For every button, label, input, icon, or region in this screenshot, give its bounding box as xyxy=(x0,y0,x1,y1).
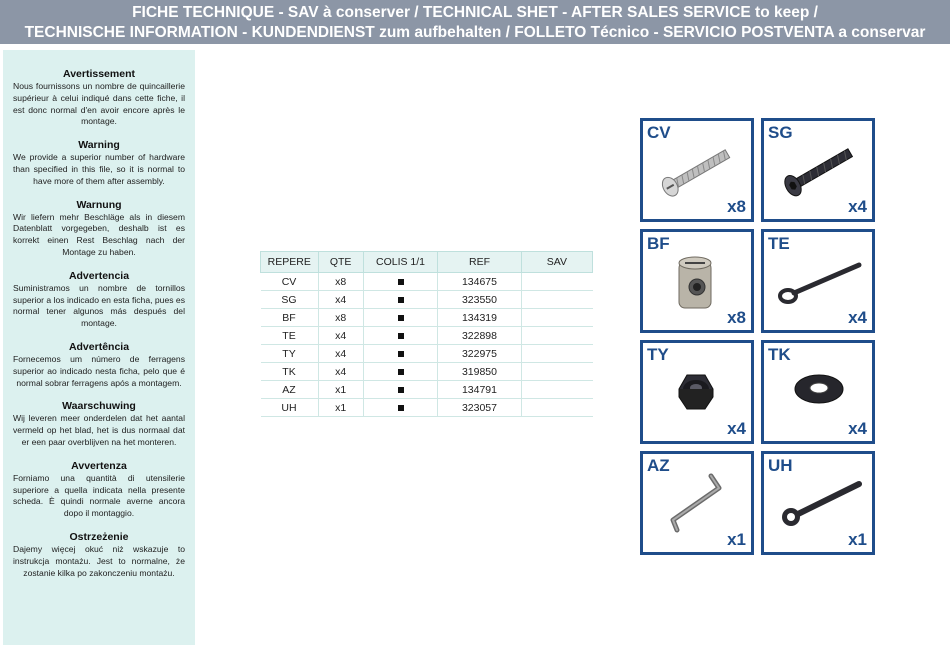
warning-title: Ostrzeżenie xyxy=(69,530,129,543)
cell-ref: 319850 xyxy=(438,363,521,381)
warning-text: Suministramos un nombre de tornillos superior a los indicado en esta ficha, pues es normal tener algunos más después del montage. xyxy=(13,282,185,329)
warning-block-en xyxy=(13,139,185,187)
cell-qte: x8 xyxy=(318,309,363,327)
cell-qte: x8 xyxy=(318,273,363,291)
warning-text: Wij leveren meer onderdelen dat het aantal vermeld op het blad, het is dus normaal dat er een paar overblijven na het monteren. xyxy=(13,413,185,447)
hardware-tile-tk xyxy=(761,340,875,444)
filled-square-icon xyxy=(398,279,404,285)
cell-qte: x1 xyxy=(318,381,363,399)
cell-ref: 134675 xyxy=(438,273,521,291)
cell-repere: BF xyxy=(261,309,319,327)
warning-block-pt xyxy=(13,341,185,389)
cell-ref: 323057 xyxy=(438,399,521,417)
warning-title: Advertencia xyxy=(68,269,130,282)
table-row xyxy=(261,309,593,327)
cell-qte: x4 xyxy=(318,291,363,309)
cell-sav xyxy=(521,381,592,399)
cell-repere: TK xyxy=(261,363,319,381)
cell-qte: x4 xyxy=(318,345,363,363)
tile-qty: x8 xyxy=(727,308,746,327)
tile-qty: x4 xyxy=(848,197,867,216)
cell-colis xyxy=(363,273,438,291)
warning-text: We provide a superior number of hardware than specified in this file, so it is normal to have more of them after assembly. xyxy=(13,152,185,186)
cell-qte: x4 xyxy=(318,327,363,345)
warning-title: Waarschuwing xyxy=(62,400,136,413)
warning-title: Avvertenza xyxy=(71,459,127,472)
cell-colis xyxy=(363,291,438,309)
warning-text: Dajemy więcej okuć niż wskazuje to instrukcja montażu. Jest to normalne, że zostanie kilka po zakonczeniu montażu. xyxy=(13,543,185,578)
tile-code: AZ xyxy=(647,456,670,475)
filled-square-icon xyxy=(398,405,404,411)
column-header-ref: REF xyxy=(438,252,521,273)
cell-colis xyxy=(363,345,438,363)
tile-qty: x4 xyxy=(848,419,867,438)
tile-code: TE xyxy=(768,234,790,253)
table-row xyxy=(261,399,593,417)
cell-repere: SG xyxy=(261,291,319,309)
tile-code: TY xyxy=(647,345,669,364)
hardware-tile-ty xyxy=(640,340,754,444)
warning-text: Fornecemos um número de ferragens superior ao indicado nesta ficha, pelo que é normal sobrar ferragens após a montagem. xyxy=(13,353,185,388)
cell-qte: x4 xyxy=(318,363,363,381)
hardware-tile-uh xyxy=(761,451,875,555)
warning-title: Warning xyxy=(78,139,120,152)
warning-block-nl xyxy=(13,400,185,448)
cell-sav xyxy=(521,345,592,363)
table-row xyxy=(261,381,593,399)
header xyxy=(0,0,950,44)
filled-square-icon xyxy=(398,315,404,321)
filled-square-icon xyxy=(398,351,404,357)
column-header-sav: SAV xyxy=(521,252,592,273)
cell-repere: TE xyxy=(261,327,319,345)
hardware-tile-az xyxy=(640,451,754,555)
hardware-tile-cv xyxy=(640,118,754,222)
cell-ref: 322975 xyxy=(438,345,521,363)
cell-sav xyxy=(521,309,592,327)
tile-qty: x1 xyxy=(848,530,867,549)
tile-code: TK xyxy=(768,345,791,364)
cell-repere: UH xyxy=(261,399,319,417)
cell-sav xyxy=(521,363,592,381)
column-header-colis: COLIS 1/1 xyxy=(363,252,438,273)
warning-block-es xyxy=(13,270,185,330)
tile-code: BF xyxy=(647,234,670,253)
cell-colis xyxy=(363,309,438,327)
tile-qty: x1 xyxy=(727,530,746,549)
column-header-repere: REPERE xyxy=(261,252,319,273)
cell-ref: 134319 xyxy=(438,309,521,327)
cell-repere: TY xyxy=(261,345,319,363)
cell-colis xyxy=(363,363,438,381)
table-row xyxy=(261,363,593,381)
filled-square-icon xyxy=(398,369,404,375)
warning-text: Wir liefern mehr Beschläge als in diesem Datenblatt vorgegeben, deshalb ist es korrekt einen Rest Beschlag nach der Montage zu haben. xyxy=(13,211,185,257)
tile-qty: x4 xyxy=(848,308,867,327)
tile-qty: x4 xyxy=(727,419,746,438)
warning-title: Warnung xyxy=(76,198,122,211)
tile-code: CV xyxy=(647,123,671,142)
warning-title: Advertência xyxy=(68,340,130,353)
table-row xyxy=(261,291,593,309)
table-row xyxy=(261,327,593,345)
filled-square-icon xyxy=(398,333,404,339)
cell-sav xyxy=(521,273,592,291)
tile-code: SG xyxy=(768,123,793,142)
cell-colis xyxy=(363,399,438,417)
cell-ref: 134791 xyxy=(438,381,521,399)
hardware-tile-bf xyxy=(640,229,754,333)
warning-text: Forniamo una quantità di utensilerie superiore a quella indicata nella presente scheda. È quindi normale averne ancora dopo il montaggio. xyxy=(13,472,185,519)
warning-block-de xyxy=(13,199,185,259)
warning-sidebar xyxy=(3,50,195,645)
cell-ref: 322898 xyxy=(438,327,521,345)
header-title-line1: FICHE TECHNIQUE - SAV à conserver / TECHNICAL SHET - AFTER SALES SERVICE to keep / xyxy=(132,4,818,21)
hardware-tile-sg xyxy=(761,118,875,222)
hardware-tile-te xyxy=(761,229,875,333)
cell-repere: CV xyxy=(261,273,319,291)
warning-block-it xyxy=(13,460,185,520)
warning-title: Avertissement xyxy=(63,68,135,80)
cell-qte: x1 xyxy=(318,399,363,417)
column-header-qte: QTE xyxy=(318,252,363,273)
cell-sav xyxy=(521,399,592,417)
tile-code: UH xyxy=(768,456,793,475)
warning-text: Nous fournissons un nombre de quincaillerie supérieur à celui indiqué dans cette fiche, il est donc normal d'en avoir encore après le montage. xyxy=(13,81,185,127)
filled-square-icon xyxy=(398,387,404,393)
warning-block-fr xyxy=(13,68,185,128)
header-title-line2: TECHNISCHE INFORMATION - KUNDENDIENST zum aufbehalten / FOLLETO Técnico - SERVICIO POSTVENTA a conservar xyxy=(24,24,926,41)
tile-qty: x8 xyxy=(727,197,746,216)
cell-colis xyxy=(363,327,438,345)
warning-block-pl xyxy=(13,531,185,579)
table-row xyxy=(261,273,593,291)
table-row xyxy=(261,345,593,363)
cell-repere: AZ xyxy=(261,381,319,399)
cell-ref: 323550 xyxy=(438,291,521,309)
cell-colis xyxy=(363,381,438,399)
filled-square-icon xyxy=(398,297,404,303)
parts-table-header-row xyxy=(261,252,593,273)
parts-table xyxy=(260,251,593,417)
cell-sav xyxy=(521,327,592,345)
cell-sav xyxy=(521,291,592,309)
